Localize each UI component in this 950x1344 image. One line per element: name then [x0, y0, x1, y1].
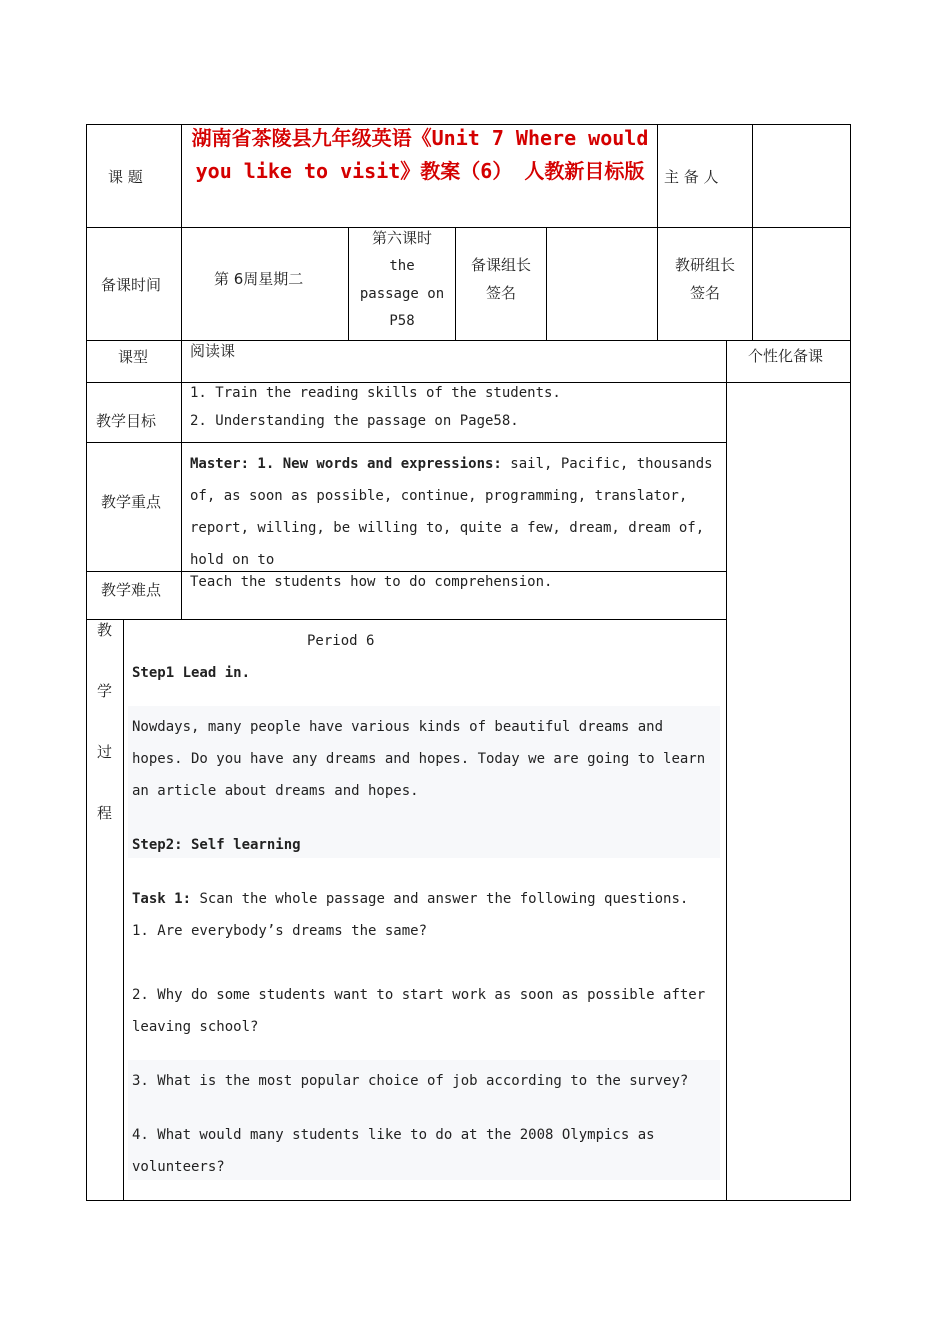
group-leader-sign-label: 签名: [485, 284, 516, 302]
prep-time-label: 备课时间: [101, 276, 162, 294]
difficulties-label: 教学难点: [101, 581, 162, 599]
lesson-type-label: 课型: [118, 348, 149, 366]
process-label-char: 过: [97, 743, 113, 761]
research-leader-label: 教研组长: [674, 256, 735, 274]
period-heading: Period 6: [307, 633, 375, 649]
key-points-label: 教学重点: [101, 493, 162, 511]
row-divider-1: [86, 227, 851, 228]
intro-line: an article about dreams and hopes.: [132, 783, 419, 799]
preparer-label: 主 备 人: [664, 168, 719, 186]
step1-heading: Step1 Lead in.: [132, 665, 251, 681]
row-divider-4: [86, 442, 727, 443]
key-points-line: [190, 455, 713, 473]
process-label-char: 学: [97, 682, 113, 700]
col-divider: [546, 227, 547, 341]
key-points-lead: Master: 1. New words and expressions:: [190, 456, 502, 472]
task1-label: Task 1:: [132, 891, 192, 907]
objectives-label: 教学目标: [96, 412, 157, 430]
question-4: 4. What would many students like to do at the 2008 Olympics as: [132, 1127, 655, 1143]
row-divider-2: [86, 340, 851, 341]
step2-heading: Step2: Self learning: [132, 837, 301, 853]
objective-item: 2. Understanding the passage on Page58.: [190, 413, 519, 429]
research-leader-sign-label: 签名: [689, 284, 720, 302]
lesson-passage-line: P58: [389, 313, 415, 329]
task1-line: [132, 890, 688, 908]
personal-prep-label: 个性化备课: [748, 347, 824, 365]
intro-line: Nowdays, many people have various kinds of beautiful dreams and: [132, 719, 664, 735]
key-points-words: sail, Pacific, thousands: [501, 456, 713, 472]
process-label-char: 程: [97, 804, 113, 822]
row-divider-3: [86, 382, 851, 383]
lesson-type-value: 阅读课: [190, 342, 236, 360]
question-3: 3. What is the most popular choice of job according to the survey?: [132, 1073, 689, 1089]
question-2: 2. Why do some students want to start work as soon as possible after: [132, 987, 706, 1003]
lesson-passage-line: the: [389, 258, 415, 274]
col-divider: [752, 124, 753, 341]
table-border-right: [850, 124, 851, 1201]
difficulties-text: Teach the students how to do comprehension.: [190, 574, 553, 590]
key-points-line: of, as soon as possible, continue, programming, translator,: [190, 488, 688, 504]
table-border-left: [86, 124, 87, 1201]
week-value: 第 6周星期二: [214, 270, 304, 288]
lesson-title: 湖南省茶陵县九年级英语《Unit 7 Where would you like to visit》教案（6） 人教新目标版: [191, 126, 649, 183]
question-2-continued: leaving school?: [132, 1019, 259, 1035]
col-divider: [181, 124, 182, 620]
question-4-continued: volunteers?: [132, 1159, 225, 1175]
objective-item: 1. Train the reading skills of the students.: [190, 385, 561, 401]
group-leader-label: 备课组长: [470, 256, 531, 274]
key-points-line: hold on to: [190, 552, 275, 568]
topic-label: 课 题: [108, 168, 143, 186]
lesson-number: 第六课时: [371, 229, 432, 247]
table-border-bottom: [86, 1200, 851, 1201]
col-divider: [657, 124, 658, 341]
task1-text: Scan the whole passage and answer the following questions.: [191, 891, 689, 907]
process-label-char: 教: [97, 621, 113, 639]
question-1: 1. Are everybody’s dreams the same?: [132, 923, 428, 939]
col-divider: [123, 619, 124, 1201]
intro-line: hopes. Do you have any dreams and hopes. Today we are going to learn: [132, 751, 706, 767]
col-divider: [726, 340, 727, 1201]
row-divider-5: [86, 571, 727, 572]
key-points-line: report, willing, be willing to, quite a few, dream, dream of,: [190, 520, 705, 536]
row-divider-6: [86, 619, 727, 620]
lesson-passage-line: passage on: [359, 286, 445, 302]
